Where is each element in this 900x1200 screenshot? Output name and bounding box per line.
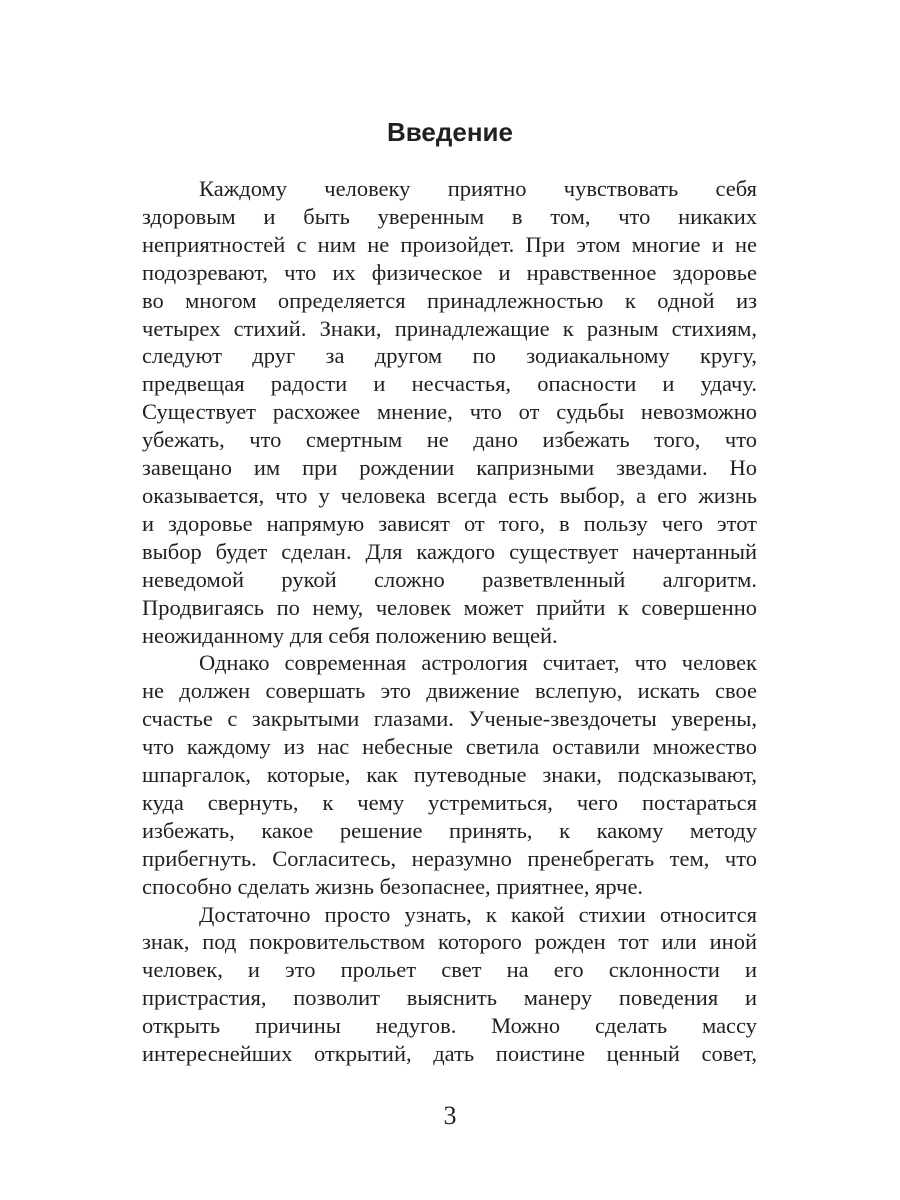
text-line: прибегнуть. Согласитесь, неразумно пренебрегать тем, что xyxy=(142,845,757,871)
text-line: Продвигаясь по нему, человек может прийти к совершенно xyxy=(142,594,757,620)
page-title: Введение xyxy=(387,117,513,147)
text-line: выбор будет сделан. Для каждого существует начертанный xyxy=(142,538,757,564)
text-line: шпаргалок, которые, как путеводные знаки, подсказывают, xyxy=(142,762,757,788)
text-line: неприятностей с ним не произойдет. При этом многие и не xyxy=(142,231,757,257)
text-line: Однако современная астрология считает, что человек xyxy=(199,650,757,676)
text-line: четырех стихий. Знаки, принадлежащие к разным стихиям, xyxy=(142,315,757,341)
text-line: человек, и это прольет свет на его склонности и xyxy=(142,957,757,983)
text-line: не должен совершать это движение вслепую, искать свое xyxy=(142,678,757,704)
text-line: завещано им при рождении капризными звездами. Но xyxy=(142,455,757,481)
text-line: убежать, что смертным не дано избежать того, что xyxy=(142,427,757,453)
text-line: счастье с закрытыми глазами. Ученые-звездочеты уверены, xyxy=(142,706,757,732)
text-line: неожиданному для себя положению вещей. xyxy=(142,622,558,648)
page-number: 3 xyxy=(443,1101,457,1130)
text-line: знак, под покровительством которого рожден тот или иной xyxy=(142,929,757,955)
paragraph-1 xyxy=(142,175,757,649)
text-line: открыть причины недугов. Можно сделать массу xyxy=(142,1013,757,1039)
text-line: оказывается, что у человека всегда есть выбор, а его жизнь xyxy=(142,482,757,508)
text-line: и здоровье напрямую зависят от того, в пользу чего этот xyxy=(142,510,757,536)
text-line: способно сделать жизнь безопаснее, приятнее, ярче. xyxy=(142,873,644,899)
text-line: следуют друг за другом по зодиакальному кругу, xyxy=(142,343,757,369)
text-line: Каждому человеку приятно чувствовать себя xyxy=(199,176,757,201)
text-line: интереснейших открытий, дать поистине ценный совет, xyxy=(142,1041,757,1067)
text-line: неведомой рукой сложно разветвленный алгоритм. xyxy=(142,566,757,592)
text-line: здоровым и быть уверенным в том, что никаких xyxy=(142,203,757,229)
text-line: Достаточно просто узнать, к какой стихии относится xyxy=(199,901,757,927)
text-line: что каждому из нас небесные светила оставили множество xyxy=(142,734,757,760)
text-line: избежать, какое решение принять, к какому методу xyxy=(142,817,757,843)
text-line: предвещая радости и несчастья, опасности и удачу. xyxy=(142,371,757,397)
body-text xyxy=(142,175,757,1068)
text-line: Существует расхожее мнение, что от судьбы невозможно xyxy=(142,399,757,425)
text-line: во многом определяется принадлежностью к одной из xyxy=(142,287,757,313)
text-line: подозревают, что их физическое и нравственное здоровье xyxy=(142,259,757,285)
text-line: куда свернуть, к чему устремиться, чего постараться xyxy=(142,789,757,815)
paragraph-3 xyxy=(142,901,757,1068)
paragraph-2 xyxy=(142,649,757,900)
text-line: пристрастия, позволит выяснить манеру поведения и xyxy=(142,985,757,1011)
